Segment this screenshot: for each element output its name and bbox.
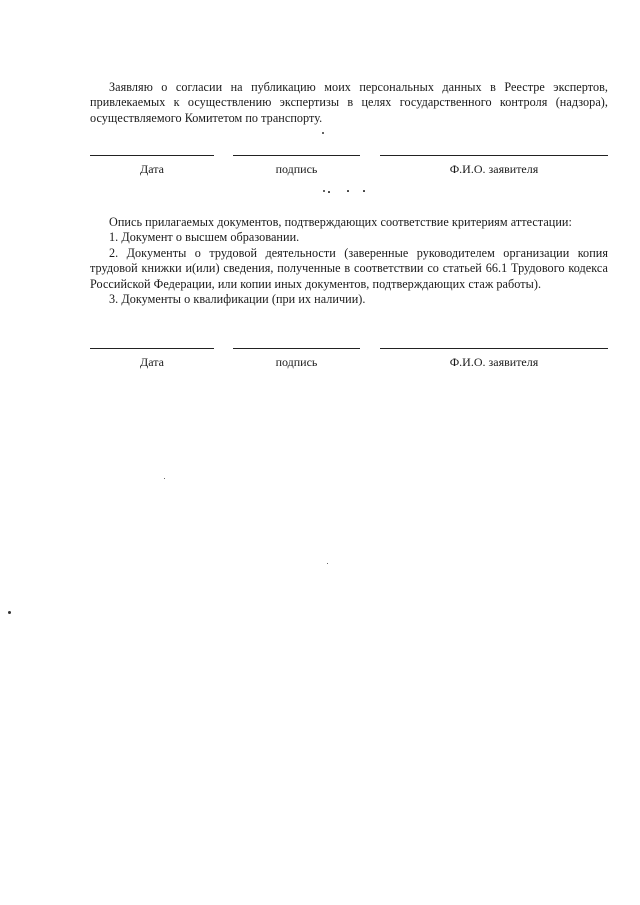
date-label-1: Дата [140, 162, 164, 176]
scan-speck [322, 132, 324, 134]
name-line-1 [380, 155, 608, 156]
signature-line-1 [233, 155, 360, 156]
name-line-2 [380, 348, 608, 349]
document-item-1: 1. Документ о высшем образовании. [109, 230, 300, 245]
consent-text: Заявляю о согласии на публикацию моих персональных данных в Реестре экспертов, привлекаемых к осуществлению экспертизы в целях государственного контроля (надзора), осуществляемого Комитетом по транспорту. [90, 80, 608, 125]
scan-speck [363, 190, 365, 192]
documents-list [90, 215, 608, 307]
document-item-2: 2. Документы о трудовой деятельности (заверенные руководителем организации копия трудовой книжки и(или) сведения, полученные в соответствии со статьей 66.1 Трудового кодекса Российской Федерации, или копии иных документов, подтверждающих стаж работы). [90, 245, 608, 291]
scan-speck [8, 611, 11, 614]
signature-line-2 [233, 348, 360, 349]
signature-label-1: подпись [275, 162, 318, 176]
scan-speck [328, 191, 330, 193]
scan-speck [327, 563, 328, 564]
document-item-3: 3. Документы о квалификации (при их наличии). [109, 292, 366, 307]
scan-speck [323, 190, 325, 192]
scan-speck [347, 190, 349, 192]
signature-label-2: подпись [275, 355, 318, 369]
name-label-2: Ф.И.О. заявителя [449, 355, 539, 369]
name-label-1: Ф.И.О. заявителя [449, 162, 539, 176]
date-line-1 [90, 155, 214, 156]
date-line-2 [90, 348, 214, 349]
documents-intro: Опись прилагаемых документов, подтверждающих соответствие критериям аттестации: [109, 215, 572, 229]
date-label-2: Дата [140, 355, 164, 369]
consent-paragraph [90, 80, 608, 126]
scan-speck [164, 478, 165, 479]
